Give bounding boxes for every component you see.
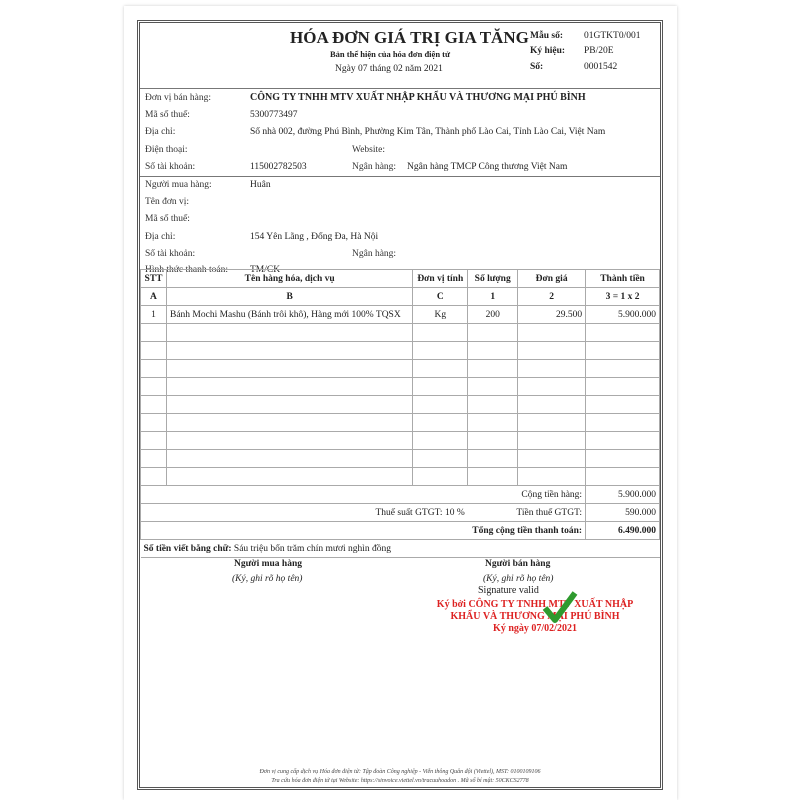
signed-date: Ký ngày 07/02/2021: [493, 623, 577, 634]
row-stt: 1: [141, 306, 167, 324]
empty-cell: [586, 378, 660, 396]
empty-cell: [141, 414, 167, 432]
empty-cell: [166, 450, 412, 468]
words-row: [141, 540, 660, 558]
buyer-unit-label: Tên đơn vị:: [145, 197, 190, 207]
seller-tax: 5300773497: [250, 110, 298, 120]
header-price: Đơn giá: [518, 270, 586, 288]
empty-row: [141, 360, 660, 378]
empty-cell: [468, 468, 518, 486]
buyer-label: Người mua hàng:: [145, 180, 212, 190]
seller-phone-label: Điện thoại:: [145, 145, 188, 155]
empty-cell: [468, 414, 518, 432]
seller-label: Đơn vị bán hàng:: [145, 93, 211, 103]
empty-row: [141, 342, 660, 360]
empty-cell: [586, 360, 660, 378]
empty-cell: [413, 342, 468, 360]
header-amount: Thành tiền: [586, 270, 660, 288]
empty-cell: [518, 414, 586, 432]
empty-cell: [518, 324, 586, 342]
empty-cell: [413, 414, 468, 432]
seller-address-label: Địa chỉ:: [145, 127, 176, 137]
empty-row: [141, 396, 660, 414]
empty-cell: [141, 324, 167, 342]
symbol-label: Ký hiệu:: [530, 46, 566, 56]
empty-cell: [166, 342, 412, 360]
divider: [140, 176, 660, 177]
signature-valid: Signature valid: [478, 585, 539, 596]
empty-cell: [413, 396, 468, 414]
divider: [140, 88, 660, 89]
words-label: Số tiền viết bằng chữ:: [143, 543, 232, 554]
code: 1: [468, 288, 518, 306]
buyer-sign-title: Người mua hàng: [234, 559, 302, 569]
empty-cell: [166, 396, 412, 414]
code: A: [141, 288, 167, 306]
buyer-tax-label: Mã số thuế:: [145, 214, 190, 224]
empty-cell: [518, 468, 586, 486]
code: 3 = 1 x 2: [586, 288, 660, 306]
number-label: Số:: [530, 62, 544, 72]
empty-cell: [166, 414, 412, 432]
empty-cell: [141, 450, 167, 468]
header-qty: Số lượng: [468, 270, 518, 288]
total-row: [141, 522, 660, 540]
header-unit: Đơn vị tính: [413, 270, 468, 288]
form-label: Mẫu số:: [530, 31, 563, 41]
check-icon: [542, 590, 578, 624]
empty-cell: [166, 378, 412, 396]
empty-cell: [166, 324, 412, 342]
seller-sign-note: (Ký, ghi rõ họ tên): [483, 574, 554, 584]
empty-cell: [586, 342, 660, 360]
empty-cell: [468, 360, 518, 378]
footer-provider: Đơn vị cung cấp dịch vụ Hóa đơn điện tử: Tập đoàn Công nghiệp - Viễn thông Quân đội (Viettel), MST: 0100109106: [259, 769, 541, 775]
row-name: Bánh Mochi Mashu (Bánh trôi khô), Hàng mới 100% TQSX: [166, 306, 412, 324]
empty-cell: [141, 396, 167, 414]
empty-cell: [518, 360, 586, 378]
table-header: [141, 270, 660, 288]
empty-cell: [518, 396, 586, 414]
buyer-address-label: Địa chỉ:: [145, 232, 176, 242]
items-table: [140, 269, 660, 558]
row-amount: 5.900.000: [586, 306, 660, 324]
empty-cell: [166, 468, 412, 486]
seller-bank-label: Ngân hàng:: [352, 162, 397, 172]
payment-method: TM/CK: [250, 265, 281, 275]
empty-cell: [468, 324, 518, 342]
vat-rate: Thuế suất GTGT: 10 %: [141, 504, 468, 522]
vat-row: [141, 504, 660, 522]
empty-row: [141, 324, 660, 342]
buyer-account-label: Số tài khoản:: [145, 249, 196, 259]
seller-address: Số nhà 002, đường Phú Bình, Phường Kim Tân, Thành phố Lào Cai, Tỉnh Lào Cai, Việt Nam: [250, 127, 606, 137]
invoice-date: Ngày 07 tháng 02 năm 2021: [335, 64, 443, 74]
empty-cell: [468, 396, 518, 414]
total-value: 6.490.000: [586, 522, 660, 540]
empty-cell: [586, 468, 660, 486]
empty-row: [141, 450, 660, 468]
table-row: [141, 306, 660, 324]
buyer-address: 154 Yên Lãng , Đống Đa, Hà Nội: [250, 232, 379, 242]
footer-lookup: Tra cứu hóa đơn điện tử tại Website: https://sinvoice.viettel.vn/tracuuhoadon . Mã số bí mật: 50CKCS2778: [271, 778, 529, 784]
seller-name: CÔNG TY TNHH MTV XUẤT NHẬP KHẨU VÀ THƯƠNG MẠI PHÚ BÌNH: [250, 92, 586, 103]
code: 2: [518, 288, 586, 306]
buyer-bank-label: Ngân hàng:: [352, 249, 397, 259]
signed-by: Ký bởi CÔNG TY TNHH MTV XUẤT NHẬP: [436, 599, 634, 610]
seller-website-label: Website:: [352, 145, 386, 155]
empty-row: [141, 414, 660, 432]
payment-label: Hình thức thanh toán:: [145, 265, 228, 275]
empty-cell: [468, 342, 518, 360]
row-unit: Kg: [413, 306, 468, 324]
subtotal-row: [141, 486, 660, 504]
empty-cell: [166, 432, 412, 450]
empty-cell: [586, 414, 660, 432]
subtotal-label: Cộng tiền hàng:: [141, 486, 586, 504]
buyer-sign-note: (Ký, ghi rõ họ tên): [232, 574, 303, 584]
empty-row: [141, 378, 660, 396]
empty-cell: [413, 450, 468, 468]
empty-cell: [586, 450, 660, 468]
row-price: 29.500: [518, 306, 586, 324]
seller-sign-title: Người bán hàng: [485, 559, 551, 569]
seller-account: 115002782503: [250, 162, 307, 172]
code: C: [413, 288, 468, 306]
seller-bank: Ngân hàng TMCP Công thương Việt Nam: [407, 162, 568, 172]
header-name: Tên hàng hóa, dịch vụ: [166, 270, 412, 288]
empty-row: [141, 468, 660, 486]
empty-cell: [413, 378, 468, 396]
empty-cell: [141, 468, 167, 486]
empty-cell: [468, 450, 518, 468]
empty-cell: [468, 432, 518, 450]
vat-label: Tiền thuế GTGT:: [468, 504, 586, 522]
empty-cell: [586, 324, 660, 342]
symbol-value: PB/20E: [584, 46, 614, 56]
empty-cell: [413, 432, 468, 450]
vat-value: 590.000: [586, 504, 660, 522]
empty-row: [141, 432, 660, 450]
form-number: 01GTKT0/001: [584, 31, 641, 41]
invoice-title: HÓA ĐƠN GIÁ TRỊ GIA TĂNG: [290, 28, 529, 47]
empty-cell: [413, 468, 468, 486]
empty-cell: [468, 378, 518, 396]
empty-cell: [141, 360, 167, 378]
table-codes: [141, 288, 660, 306]
empty-cell: [413, 360, 468, 378]
empty-cell: [586, 432, 660, 450]
words-value: Sáu triệu bốn trăm chín mươi nghìn đồng: [233, 543, 392, 554]
empty-cell: [518, 432, 586, 450]
seller-tax-label: Mã số thuế:: [145, 110, 190, 120]
empty-cell: [518, 450, 586, 468]
empty-cell: [586, 396, 660, 414]
empty-cell: [141, 432, 167, 450]
empty-cell: [413, 324, 468, 342]
invoice-number: 0001542: [584, 62, 618, 72]
empty-cell: [518, 378, 586, 396]
row-qty: 200: [468, 306, 518, 324]
empty-cell: [518, 342, 586, 360]
subtotal-value: 5.900.000: [586, 486, 660, 504]
invoice-subtitle: Bản thể hiện của hóa đơn điện tử: [330, 49, 451, 59]
code: B: [166, 288, 412, 306]
empty-cell: [166, 360, 412, 378]
buyer-name: Huân: [250, 180, 271, 190]
empty-cell: [141, 342, 167, 360]
signed-by-2: KHẨU VÀ THƯƠNG MẠI PHÚ BÌNH: [450, 611, 620, 622]
total-label: Tổng cộng tiền thanh toán:: [141, 522, 586, 540]
header-stt: STT: [141, 270, 167, 288]
seller-account-label: Số tài khoản:: [145, 162, 196, 172]
empty-cell: [141, 378, 167, 396]
